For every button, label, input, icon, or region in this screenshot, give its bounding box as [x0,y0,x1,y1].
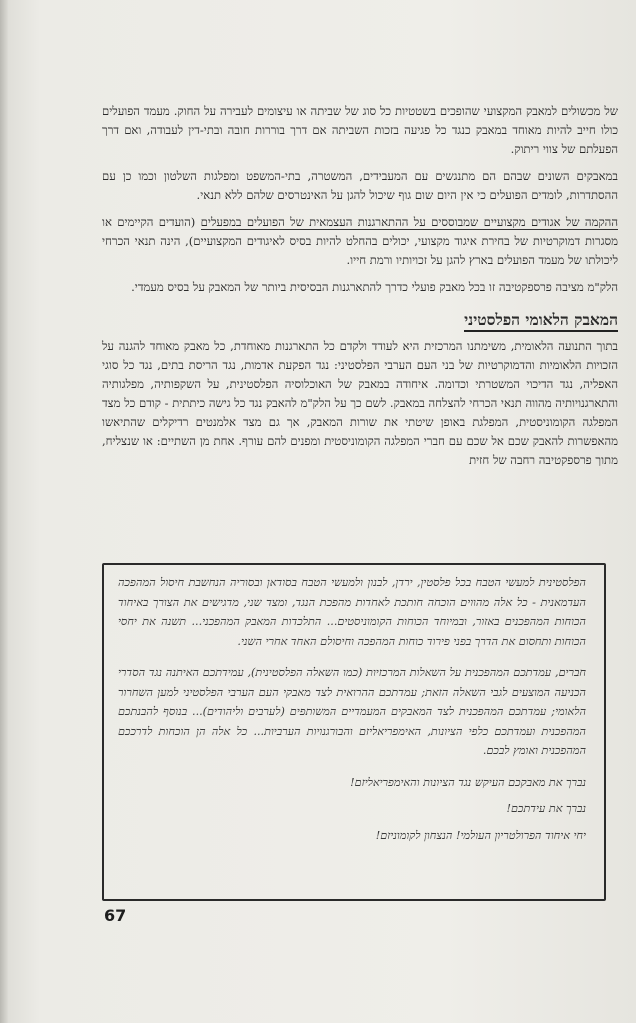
paragraph-unions-rest: (הועדים הקיימים או מסגרות דמוקרטיות של בחירת איגוד מקצועי, יכולים בהחלט להיות בסיס לאיגודים המקצועיים), הינה תנאי הכרחי ליכולתו של מעמד הפועלים בארץ להגן על זכויותיו ורמת חייו. [102,215,618,267]
page-number: 67 [104,906,127,925]
paragraph-strike-restrictions: של מכשולים למאבק המקצועי שהופכים בשטטיות כל סוג של שביתה או עיצומים לעבירה על החוק. מעמד הפועלים כולו חייב להיות מאוחד במאבק כנגד כל פגיעה בזכות השביתה אם דרך בוררות חובה ובתי-דין לעבודה, ואם דרך הפעלתם של צווי ריתוק. [102,104,618,156]
box-slogan: נברך את מאבקכם העיקש נגד הציונות והאימפריאליזם! [350,775,586,789]
book-spine-shadow [0,0,8,1023]
paragraph-struggles: במאבקים השונים שבהם הם מתנגשים עם המעבידים, המשטרה, בתי-המשפט ומפלגות השלטון וכמו כן עם ההסתדרות, לומדים הפועלים כי אין היום שום גוף שיכול להגן על האינטרסים שלהם ללא תנאי. [102,169,618,202]
box-paragraph-1: הפלסטינית למעשי הטבח בכל פלסטין, ירדן, לבנון ולמעשי הטבח בסודאן ובסוריה הנחשבת חיסול המהפכה העדמאנית - כל אלה מהווים הוכחה חותכת לאחדות מהפכת הנגד, ומצד שני, מדגישים את הצורך באיחוד הכוחות המהפכנים באזור, ובמיוחד הכוחות הקומוניסטים... התלכדות המאבק המהפכני... תשנה את יחסי הכוחות ותחסום את הדרך בפני פירוד כוחות המהפכה וחיסולם האחד אחרי השני. [118,576,586,648]
paragraph-national: בתוך התנועה הלאומית, משימתנו המרכזית היא לעודד ולקדם כל התארגנות מאוחדת, כל מאבק מאוחד להגנה על הזכויות הלאומיות והדמוקרטיות של בני העם הערבי הפלסטיני: נגד הפקעת אדמות, נגד הריסת בתים, נגד כל סוגי האפליה, נגד הדיכוי המשטרתי וכדומה. איחודה במאבק של האוכלוסיה הפלסטינית, על השקפותיה, מפלגותיה והתארגנויותיה מהווה תנאי הכרחי להצלחה במאבק. לשם כך על הלק"מ להאבק נגד כל גישה כיתתית - קודם כל מצד המפלגה הקומוניסטית, המפלגת באופן שיטתי את שורות המאבק, אך גם מצד אלמנטים רדיקלים שהתיאשו מהאפשרות להאבק שכם אל שכם עם חברי המפלגה הקומוניסטית ומפנים להם עורף. אחת מן השתיים: או שנצליח, מתוך פרספקטיבה רחבה של חזית [101,339,618,467]
box-paragraph-2: חברים, עמדתכם המהפכנית על השאלות המרכזיות (כמו השאלה הפלסטינית), עמידתכם האיתנה נגד הסדרי הכניעה המוצעים לגבי השאלה הזאת; עמדתכם ההרואית לצד מאבקי העם הערבי הפלסטיני למען השחרור הלאומי; עמדתכם המהפכנית לצד המאבקים המעמדיים המשותפים (לערבים וליהודים)... בנוסף להבנתכם המהפכנית ועמדתכם כלפי הציונות, האימפריאליזם והבורגנויות הערביות... כל אלה הן הוכחות לדרככם המהפכנית ואומץ לבכם. [118,666,586,757]
main-text [102,102,618,470]
paragraph-perspective: הלק"מ מציבה פרספקטיבה זו בכל מאבק פועלי כדרך להתארגנות הבסיסית ביותר של המאבק על בסיס מעמדי. [131,280,618,294]
box-slogan: נברך את עידתכם! [506,802,586,815]
section-heading: המאבק הלאומי הפלסטיני [102,309,618,331]
paragraph-unions [102,213,618,270]
quoted-box [102,563,606,901]
box-slogan: יחי איחוד הפרולטריון העולמי! הנצחון לקומוניזם! [375,828,586,842]
underlined-phrase: ההקמה של אגודים מקצועיים שמבוססים על ההתארגנות העצמאית של הפועלים במפעלים [200,215,618,229]
